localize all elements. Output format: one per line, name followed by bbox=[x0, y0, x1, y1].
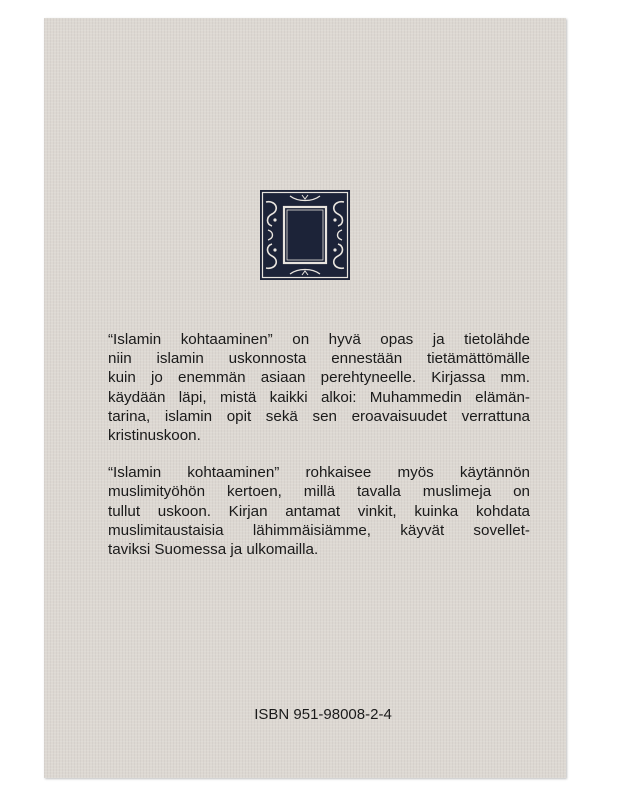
back-cover-description bbox=[108, 330, 530, 577]
isbn-number: ISBN 951-98008-2-4 bbox=[254, 706, 392, 723]
text-line: taviksi Suomessa ja ulkomailla. bbox=[108, 541, 319, 559]
text-line: niin islamin uskonnosta ennestään tietämättömälle bbox=[108, 350, 530, 368]
description-paragraph-1 bbox=[108, 330, 530, 445]
text-line: “Islamin kohtaaminen” on hyvä opas ja tietolähde bbox=[108, 331, 530, 348]
text-line: tarina, islamin opit sekä sen eroavaisuudet verrattuna bbox=[108, 407, 530, 425]
book-back-cover bbox=[44, 18, 566, 778]
text-line: muslimityöhön kertoen, millä tavalla muslimeja on bbox=[108, 483, 530, 501]
text-line: “Islamin kohtaaminen” rohkaisee myös käytännön bbox=[108, 464, 530, 482]
text-line: muslimitaustaisia lähimmäisiämme, käyvät sovellet- bbox=[108, 521, 530, 539]
text-line: kuin jo enemmän asiaan perehtyneelle. Kirjassa mm. bbox=[108, 369, 530, 387]
text-line: tullut uskoon. Kirjan antamat vinkit, kuinka kohdata bbox=[108, 502, 530, 520]
description-paragraph-2 bbox=[108, 463, 530, 559]
text-line: kristinuskoon. bbox=[108, 427, 201, 445]
text-line: käydään läpi, mistä kaikki alkoi: Muhammedin elämän- bbox=[108, 388, 530, 406]
ornamental-frame-icon bbox=[260, 190, 350, 280]
